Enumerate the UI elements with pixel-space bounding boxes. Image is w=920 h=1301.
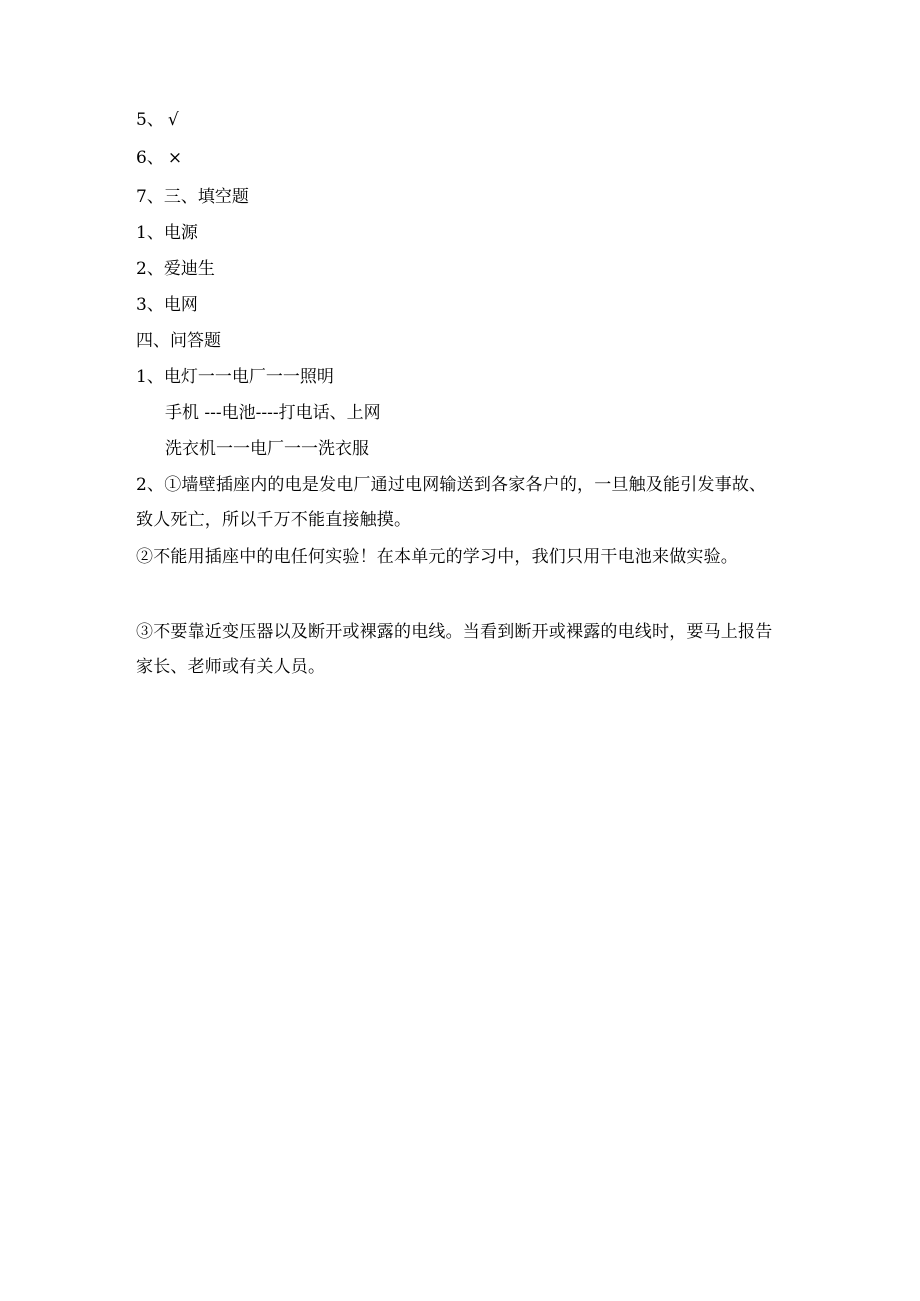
qa2-paragraph-1: 2、①墙壁插座内的电是发电厂通过电网输送到各家各户的，一旦触及能引发事故、致人死亡，所以千万不能直接触摸。 bbox=[136, 475, 767, 530]
qa1-line-2: 手机 ---电池----打电话、上网 bbox=[165, 403, 381, 423]
section-heading-fill-blank: 7、三、填空题 bbox=[136, 187, 249, 207]
fill-answer-3: 3、电网 bbox=[136, 295, 198, 315]
judgement-item-6 bbox=[136, 148, 182, 168]
fill-answer-1: 1、电源 bbox=[136, 223, 198, 243]
qa1-line-1: 1、电灯一一电厂一一照明 bbox=[136, 367, 334, 387]
section-heading-qa: 四、问答题 bbox=[136, 331, 221, 351]
qa2-paragraph-3: ③不要靠近变压器以及断开或裸露的电线。当看到断开或裸露的电线时，要马上报告家长、老师或有关人员。 bbox=[136, 622, 773, 677]
item-number: 6、 bbox=[136, 148, 164, 168]
qa2-paragraph-2: ②不能用插座中的电任何实验！在本单元的学习中，我们只用干电池来做实验。 bbox=[136, 547, 738, 567]
judgement-item-5 bbox=[136, 110, 179, 130]
check-mark: √ bbox=[167, 110, 179, 130]
item-number: 5、 bbox=[136, 110, 164, 130]
fill-answer-2: 2、爱迪生 bbox=[136, 259, 215, 279]
cross-mark: × bbox=[167, 148, 183, 168]
qa1-line-3: 洗衣机一一电厂一一洗衣服 bbox=[165, 439, 369, 459]
